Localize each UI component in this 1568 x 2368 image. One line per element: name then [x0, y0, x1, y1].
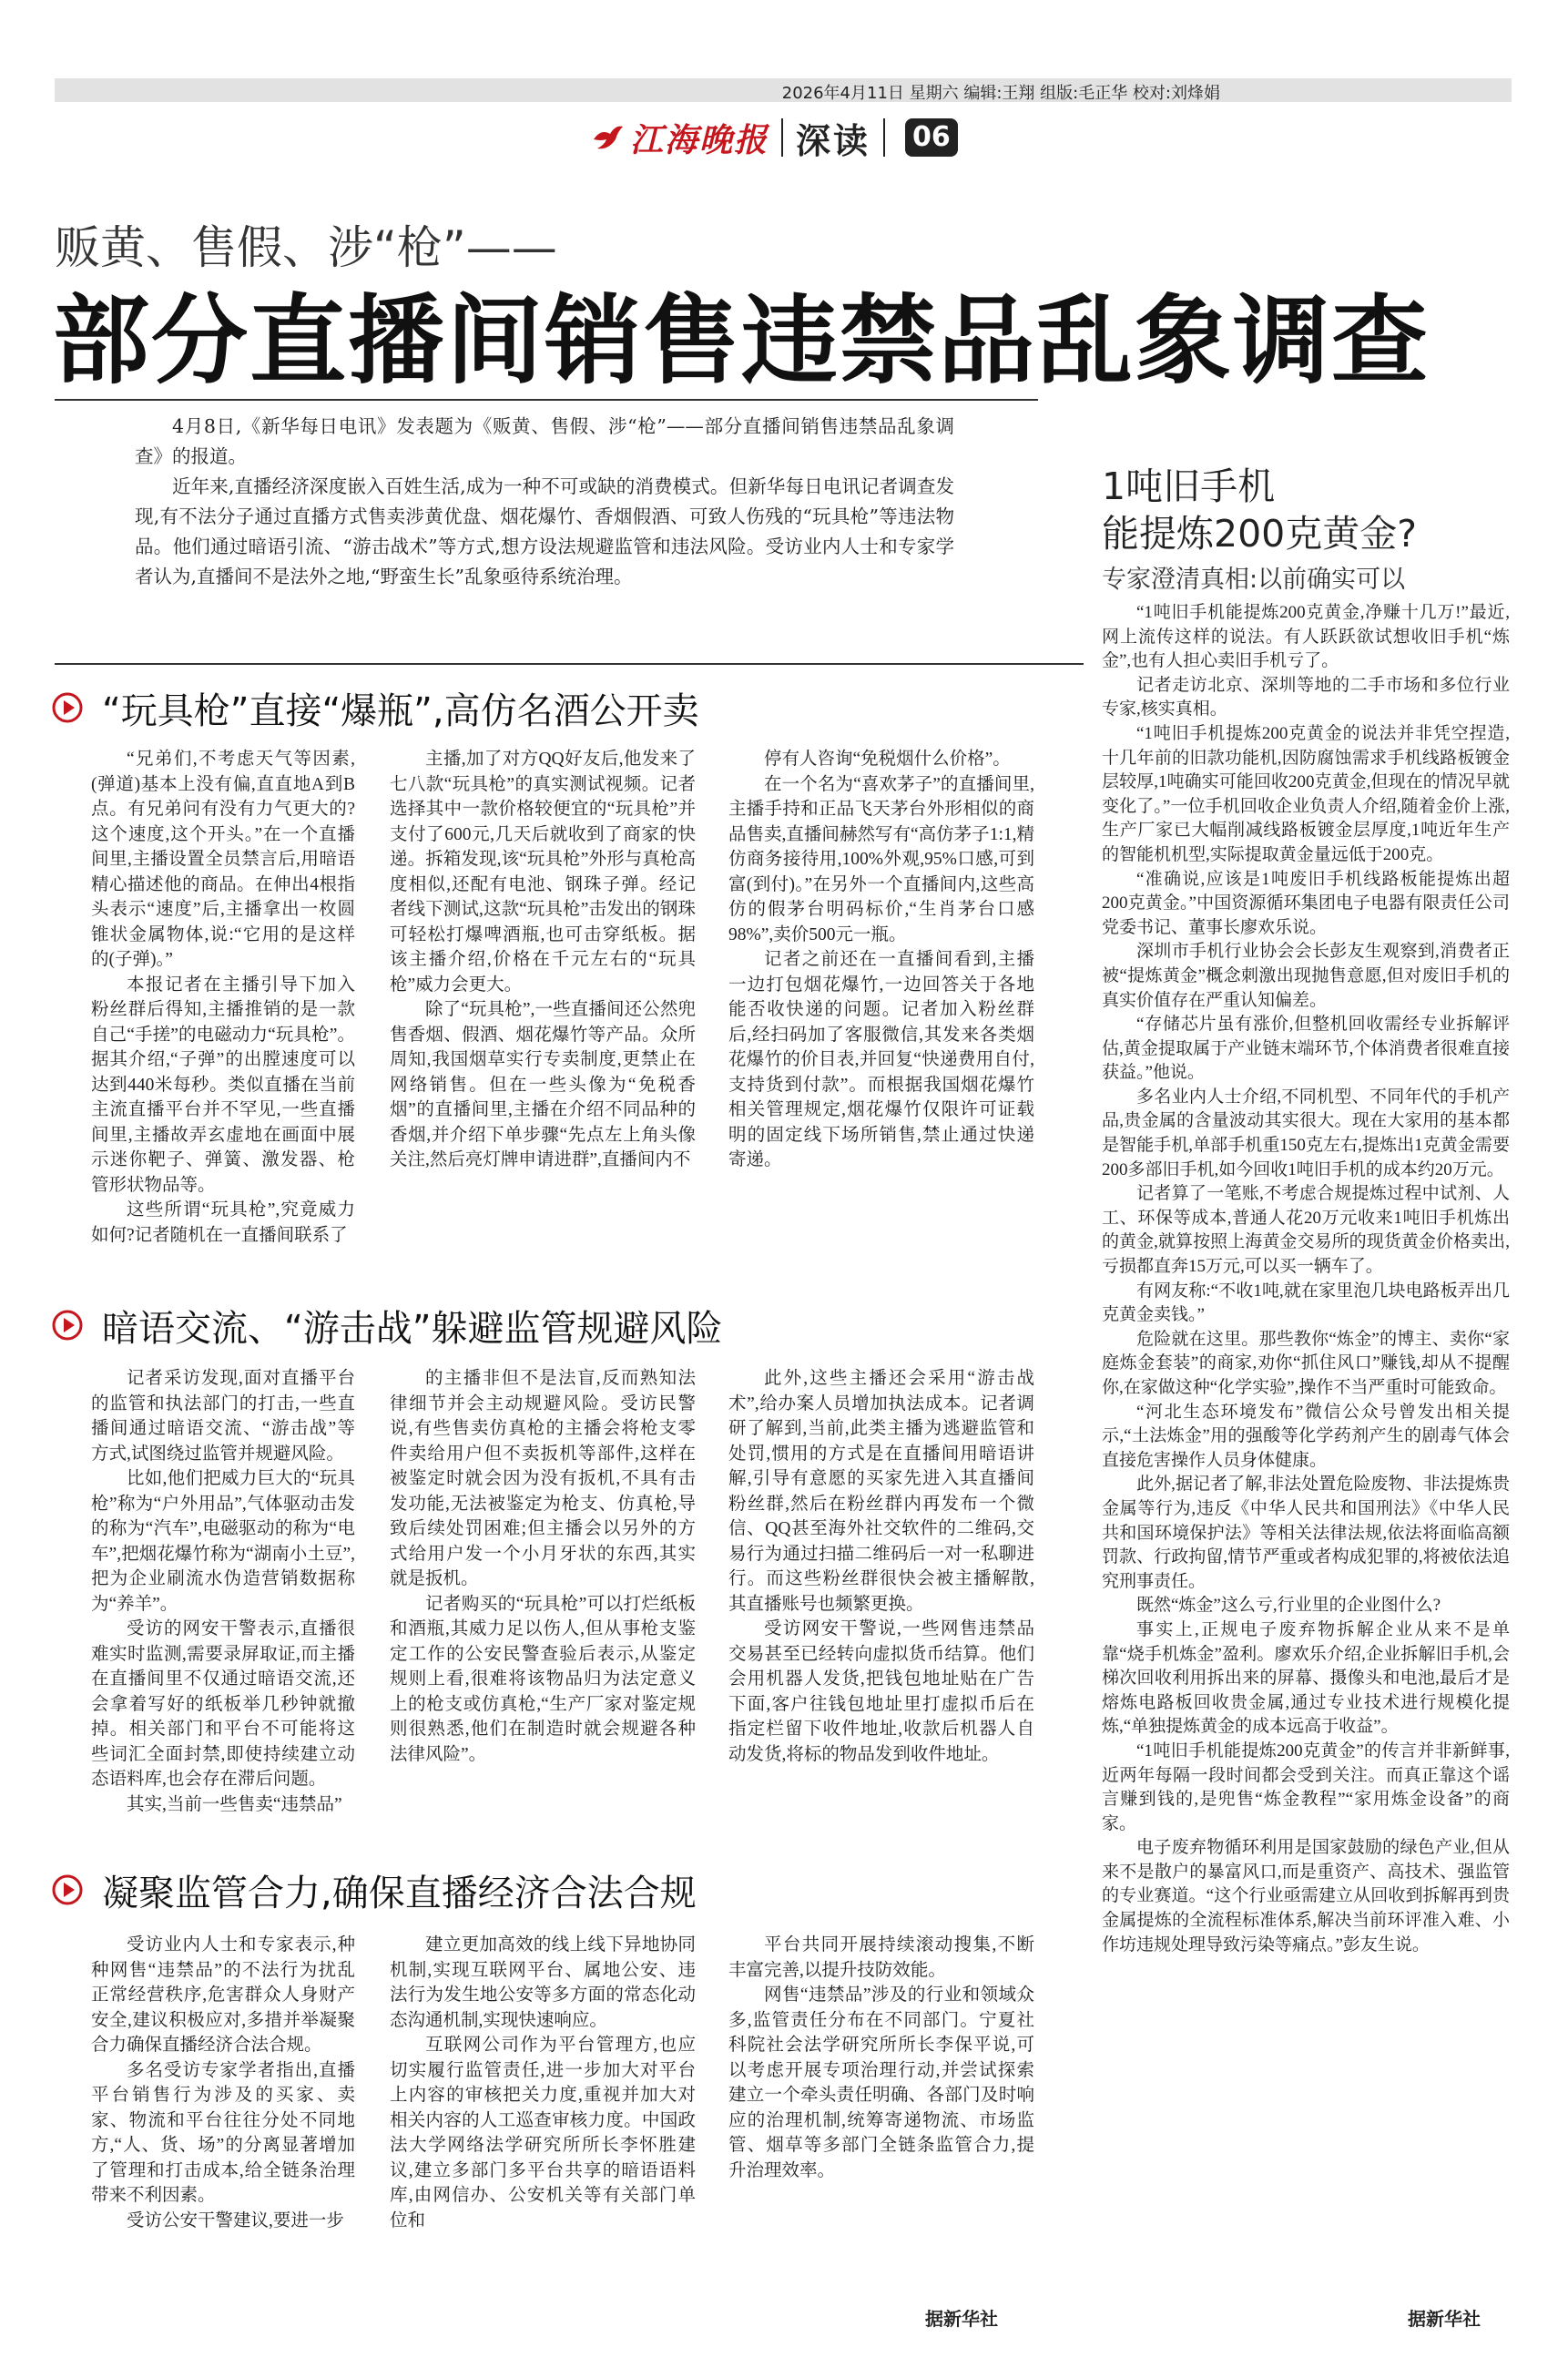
section-title: 暗语交流、“游击战”躲避监管规避风险: [102, 1307, 723, 1350]
paragraph: “1吨旧手机提炼200克黄金的说法并非凭空捏造,十几年前的旧款功能机,因防腐蚀需求手机线路板镀金层较厚,1吨确实可能回收200克黄金,但现在的情况早就变化了。”一位手机回收企业负责人介绍,随着金价上涨,生产厂家已大幅削减线路板镀金层厚度,1吨近年生产的智能机机型,实际提取黄金量远低于200克。: [1102, 723, 1510, 864]
paragraph: 电子废弃物循环利用是国家鼓励的绿色产业,但从来不是散户的暴富风口,而是重资产、高技术、强监管的专业赛道。“这个行业亟需建立从回收到拆解再到贵金属提炼的全流程标准体系,解决当前环评准入难、小作坊违规处理导致污染等痛点。”彭友生说。: [1102, 1838, 1510, 1955]
article-column: [390, 1933, 696, 2324]
paragraph: 除了“玩具枪”,一些直播间还公然兜售香烟、假酒、烟花爆竹等产品。众所周知,我国烟草实行专卖制度,更禁止在网络销售。但在一些头像为“免税香烟”的直播间里,主播在介绍不同品种的香烟,并介绍下单步骤“先点左上角头像关注,然后亮灯牌申请进群”,直播间内不: [390, 1000, 696, 1169]
article-column: [91, 747, 355, 1284]
paragraph: 平台共同开展持续滚动搜集,不断丰富完善,以提升技防效能。: [728, 1935, 1034, 1980]
article-column: [728, 1366, 1034, 1858]
section-heading: [51, 1858, 697, 1922]
paragraph: 有网友称:“不收1吨,就在家里泡几块电路板弄出几克黄金卖钱。”: [1102, 1281, 1510, 1325]
paragraph: 事实上,正规电子废弃物拆解企业从来不是单靠“烧手机炼金”盈利。廖欢乐介绍,企业拆解旧手机,会梯次回收利用拆出来的屏幕、摄像头和电池,最后才是熔炼电路板回收贵金属,通过专业技术进行规模化提炼,“单独提炼黄金的成本远高于收益”。: [1102, 1619, 1510, 1737]
masthead-divider: [883, 118, 885, 157]
paragraph: 其实,当前一些售卖“违禁品”: [127, 1794, 342, 1814]
section-heading: [51, 1293, 722, 1357]
sidebar-title-line: 1吨旧手机: [1102, 464, 1276, 508]
paragraph: 受访的网安干警表示,直播很难实时监测,需要录屏取证,而主播在直播间里不仅通过暗语交流,还会拿着写好的纸板举几秒钟就撤掉。相关部门和平台不可能将这些词汇全面封禁,即使持续建立动态语料库,也会存在滞后问题。: [91, 1619, 355, 1789]
page-title: 部分直播间销售违禁品乱象调查: [53, 285, 1430, 397]
paragraph: 受访网安干警说,一些网售违禁品交易甚至已经转向虚拟货币结算。他们会用机器人发货,把钱包地址贴在广告下面,客户往钱包地址里打虚拟币后在指定栏留下收件地址,收款后机器人自动发货,将标的物品发到收件地址。: [728, 1619, 1034, 1764]
article-column: [390, 747, 696, 1284]
paragraph: 建立更加高效的线上线下异地协同机制,实现互联网平台、属地公安、违法行为发生地公安等多方面的常态化动态沟通机制,实现快速响应。: [390, 1935, 696, 2030]
paragraph: 记者走访北京、深圳等地的二手市场和多位行业专家,核实真相。: [1102, 675, 1510, 720]
paragraph: 多名受访专家学者指出,直播平台销售行为涉及的买家、卖家、物流和平台往往分处不同地方,“人、货、场”的分离显著增加了管理和打击成本,给全链条治理带来不利因素。: [91, 2060, 355, 2205]
source-credit: 据新华社: [1408, 2308, 1481, 2330]
paragraph: 网售“违禁品”涉及的行业和领域众多,监管责任分布在不同部门。宁夏社科院社会法学研究所所长李保平说,可以考虑开展专项治理行动,并尝试探索建立一个牵头责任明确、各部门及时响应的治理机制,统筹寄递物流、市场监管、烟草等多部门全链条监管合力,提升治理效率。: [728, 1985, 1034, 2180]
divider: [55, 663, 1084, 665]
paragraph: 本报记者在主播引导下加入粉丝群后得知,主播推销的是一款自己“手搓”的电磁动力“玩具枪”。据其介绍,“子弹”的出膛速度可以达到440米每秒。类似直播在当前主流直播平台并不罕见,一些直播间里,主播故弄玄虚地在画面中展示迷你靶子、弹簧、激发器、枪管形状物品等。: [91, 975, 355, 1195]
paragraph: 这些所谓“玩具枪”,究竟威力如何?记者随机在一直播间联系了: [91, 1200, 355, 1245]
paragraph: 停有人咨询“免税烟什么价格”。: [764, 750, 1011, 769]
section-heading: [51, 676, 699, 740]
masthead-divider: [781, 118, 783, 157]
bird-logo-icon: [592, 121, 625, 154]
play-triangle-icon: [51, 1309, 84, 1342]
article-column: [728, 747, 1034, 1284]
paragraph: 记者算了一笔账,不考虑合规提炼过程中试剂、人工、环保等成本,普通人花20万元收来1吨旧手机炼出的黄金,就算按照上海黄金交易所的现货黄金价格卖出,亏损都直奔15万元,可以买一辆车了。: [1102, 1184, 1510, 1277]
sidebar-title: [1102, 463, 1417, 557]
paragraph: 此外,这些主播还会采用“游击战术”,给办案人员增加执法成本。记者调研了解到,当前,此类主播为逃避监管和处罚,惯用的方式是在直播间用暗语讲解,引导有意愿的买家先进入其直播间粉丝群,然后在粉丝群内再发布一个微信、QQ甚至海外社交软件的二维码,交易行为通过扫描二维码后一对一私聊进行。而这些粉丝群很快会被主播解散,其直播账号也频繁更换。: [728, 1369, 1034, 1614]
paragraph: 比如,他们把威力巨大的“玩具枪”称为“户外用品”,气体驱动击发的称为“汽车”,电磁驱动的称为“电车”,把烟花爆竹称为“湖南小土豆”,把为企业刷流水伪造营销数据称为“养羊”。: [91, 1469, 355, 1614]
paragraph: 危险就在这里。那些教你“炼金”的博主、卖你“家庭炼金套装”的商家,劝你“抓住风口”赚钱,却从不提醒你,在家做这种“化学实验”,操作不当严重时可能致命。: [1102, 1329, 1510, 1397]
sidebar-subtitle: 专家澄清真相:以前确实可以: [1102, 566, 1406, 594]
article-column: [390, 1366, 696, 1858]
paragraph: 记者购买的“玩具枪”可以打烂纸板和酒瓶,其威力足以伤人,但从事枪支鉴定工作的公安民警查验后表示,从鉴定规则上看,很难将该物品归为法定意义上的枪支或仿真枪,“生产厂家对鉴定规则很熟悉,他们在制造时就会规避各种法律风险”。: [390, 1594, 696, 1764]
paragraph: 记者之前还在一直播间看到,主播一边打包烟花爆竹,一边回答关于各地能否收快递的问题。记者加入粉丝群后,经扫码加了客服微信,其发来各类烟花爆竹的价目表,并回复“快递费用自付,支持货到付款”。而根据我国烟花爆竹相关管理规定,烟花爆竹仅限许可证载明的固定线下场所销售,禁止通过快递寄递。: [728, 950, 1034, 1169]
paragraph: 互联网公司作为平台管理方,也应切实履行监管责任,进一步加大对平台上内容的审核把关力度,重视并加大对相关内容的人工巡查审核力度。中国政法大学网络法学研究所所长李怀胜建议,建立多部门多平台共享的暗语语料库,由网信办、公安机关等有关部门单位和: [390, 2036, 696, 2230]
divider: [55, 399, 1038, 401]
paper-logo: [592, 115, 769, 161]
paragraph: 多名业内人士介绍,不同机型、不同年代的手机产品,贵金属的含量波动其实很大。现在大家用的基本都是智能手机,单部手机重150克左右,提炼出1克黄金需要200多部旧手机,如今回收1吨旧手机的成本约20万元。: [1102, 1087, 1510, 1179]
paragraph: 深圳市手机行业协会会长彭友生观察到,消费者正被“提炼黄金”概念刺激出现抛售意愿,但对废旧手机的真实价值存在严重认知偏差。: [1102, 942, 1510, 1010]
play-triangle-icon: [51, 1873, 84, 1906]
paragraph: 既然“炼金”这么亏,行业里的企业图什么?: [1136, 1596, 1441, 1616]
paragraph: 的主播非但不是法盲,反而熟知法律细节并会主动规避风险。受访民警说,有些售卖仿真枪的主播会将枪支零件卖给用户但不卖扳机等部件,这样在被鉴定时就会因为没有扳机,不具有击发功能,无法被鉴定为枪支、仿真枪,导致后续处罚困难;但主播会以另外的方式给用户发一个小月牙状的东西,其实就是扳机。: [390, 1369, 696, 1588]
column-name: 深读: [796, 120, 871, 161]
masthead: [592, 115, 958, 160]
paragraph: 记者采访发现,面对直播平台的监管和执法部门的打击,一些直播间通过暗语交流、“游击战”等方式,试图绕过监管并规避风险。: [91, 1369, 355, 1464]
article-column: [91, 1366, 355, 1858]
paragraph: 在一个名为“喜欢茅子”的直播间里,主播手持和正品飞天茅台外形相似的商品售卖,直播间赫然写有“高仿茅子1:1,精仿商务接待用,100%外观,95%口感,可到富(到付)。”在另外一个直播间内,这些高仿的假茅台明码标价,“生肖茅台口感98%”,卖价500元一瓶。: [728, 774, 1034, 944]
source-credit: 据新华社: [925, 2308, 998, 2330]
lead-paragraph: 近年来,直播经济深度嵌入百姓生活,成为一种不可或缺的消费模式。但新华每日电讯记者调查发现,有不法分子通过直播方式售卖涉黄优盘、烟花爆竹、香烟假酒、可致人伤残的“玩具枪”等违法物品。他们通过暗语引流、“游击战术”等方式,想方设法规避监管和违法风险。受访业内人士和专家学者认为,直播间不是法外之地,“野蛮生长”乱象亟待系统治理。: [135, 475, 954, 587]
paragraph: “1吨旧手机能提炼200克黄金,净赚十几万!”最近,网上流传这样的说法。有人跃跃欲试想收旧手机“炼金”,也有人担心卖旧手机亏了。: [1102, 603, 1510, 671]
section-title: 凝聚监管合力,确保直播经济合法合规: [102, 1872, 697, 1914]
article-column: [728, 1933, 1034, 2297]
paper-name: 江海晚报: [630, 120, 769, 159]
paragraph: “1吨旧手机能提炼200克黄金”的传言并非新鲜事,近两年每隔一段时间都会受到关注。而真正靠这个谣言赚到钱的,是兜售“炼金教程”“家用炼金设备”的商家。: [1102, 1740, 1510, 1833]
paragraph: “河北生态环境发布”微信公众号曾发出相关提示,“土法炼金”用的强酸等化学药剂产生的剧毒气体会直接危害操作人员身体健康。: [1102, 1402, 1510, 1470]
header-meta: 2026年4月11日 星期六 编辑:王翔 组版:毛正华 校对:刘烽娟: [781, 84, 1220, 103]
paragraph: 此外,据记者了解,非法处置危险废物、非法提炼贵金属等行为,违反《中华人民共和国刑法》《中华人民共和国环境保护法》等相关法律法规,依法将面临高额罚款、行政拘留,情节严重或者构成犯罪的,将被依法追究刑事责任。: [1102, 1475, 1510, 1591]
play-triangle-icon: [51, 691, 84, 724]
article-column: [91, 1933, 355, 2324]
paragraph: 受访业内人士和专家表示,种种网售“违禁品”的不法行为扰乱正常经营秩序,危害群众人身财产安全,建议积极应对,多措并举凝聚合力确保直播经济合法合规。: [91, 1935, 355, 2055]
lead-paragraph: 4月8日,《新华每日电讯》发表题为《贩黄、售假、涉“枪”——部分直播间销售违禁品乱象调查》的报道。: [135, 415, 954, 467]
lead-paragraphs: [135, 412, 954, 592]
section-title: “玩具枪”直接“爆瓶”,高仿名酒公开卖: [102, 689, 699, 732]
kicker: 贩黄、售假、涉“枪”——: [55, 221, 557, 274]
paragraph: 受访公安干警建议,要进一步: [127, 2210, 344, 2230]
header-bar: [55, 78, 1512, 102]
paragraph: “存储芯片虽有涨价,但整机回收需经专业拆解评估,黄金提取属于产业链末端环节,个体消费者很难直接获益。”他说。: [1102, 1015, 1510, 1083]
page-number: 06: [905, 118, 958, 157]
paragraph: 主播,加了对方QQ好友后,他发来了七八款“玩具枪”的真实测试视频。记者选择其中一款价格较便宜的“玩具枪”并支付了600元,几天后就收到了商家的快递。拆箱发现,该“玩具枪”外形与真枪高度相似,还配有电池、钢珠子弹。经记者线下测试,这款“玩具枪”击发出的钢珠可轻松打爆啤酒瓶,也可击穿纸板。据该主播介绍,价格在千元左右的“玩具枪”威力会更大。: [390, 750, 696, 995]
paragraph: “兄弟们,不考虑天气等因素,(弹道)基本上没有偏,直直地A到B点。有兄弟问有没有力气更大的?这个速度,这个开头。”在一个直播间里,主播设置全员禁言后,用暗语精心描述他的商品。在伸出4根指头表示“速度”后,主播拿出一枚圆锥状金属物体,说:“它用的是这样的(子弹)。”: [91, 750, 355, 969]
paragraph: “准确说,应该是1吨废旧手机线路板能提炼出超200克黄金。”中国资源循环集团电子电器有限责任公司党委书记、董事长廖欢乐说。: [1102, 869, 1510, 937]
sidebar-title-line: 能提炼200克黄金?: [1102, 512, 1418, 556]
sidebar-article: [1102, 601, 1510, 2304]
